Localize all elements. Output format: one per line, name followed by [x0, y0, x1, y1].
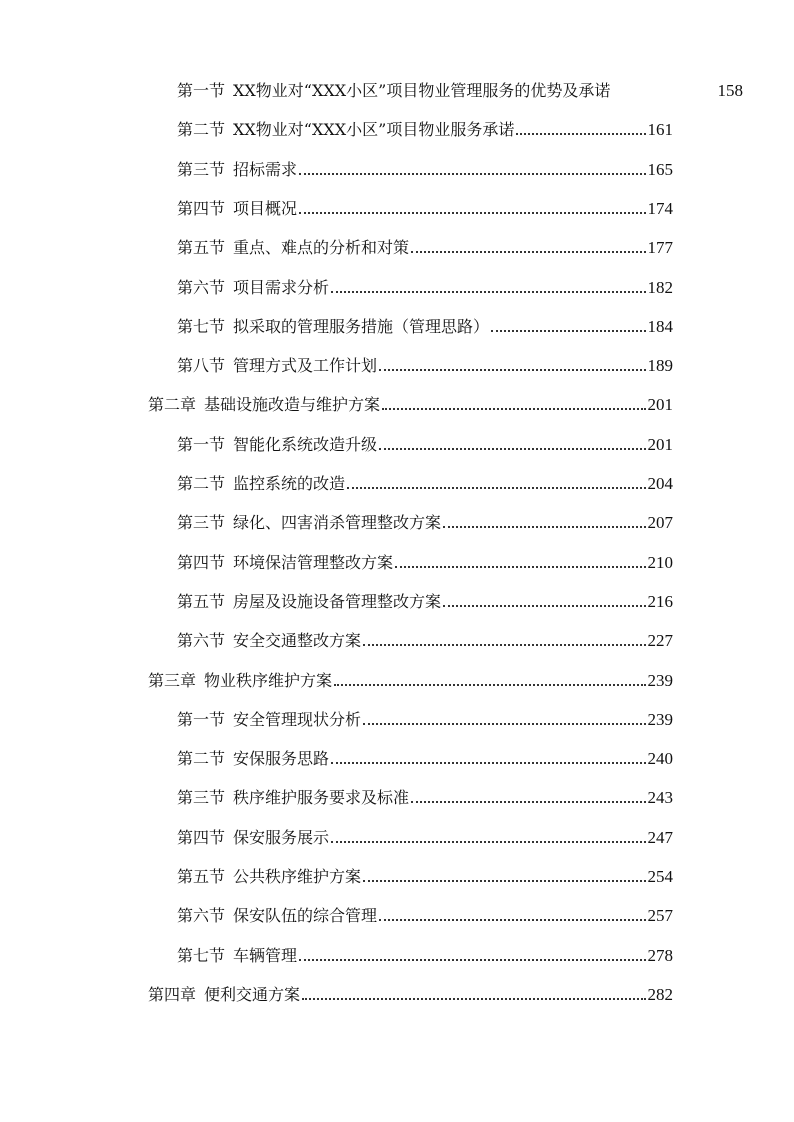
toc-section-entry[interactable] — [177, 588, 673, 612]
toc-entry-title: 项目概况 — [233, 198, 298, 218]
toc-entry-page: 189 — [647, 356, 673, 376]
toc-section-entry[interactable] — [177, 77, 743, 101]
toc-section-entry[interactable] — [177, 234, 673, 258]
toc-entry-number: 第一节 — [177, 81, 226, 100]
toc-entry-title: 公共秩序维护方案 — [233, 867, 362, 886]
toc-entry-title: 安全管理现状分析 — [233, 709, 362, 729]
toc-entry-page: 201 — [647, 395, 673, 415]
toc-entry-title: 物业秩序维护方案 — [204, 670, 333, 690]
toc-entry-number: 第三章 — [148, 670, 197, 690]
toc-entry-number: 第二章 — [148, 395, 197, 415]
toc-entry-page: 239 — [647, 670, 673, 690]
toc-entry-page: 207 — [647, 513, 673, 533]
toc-entry-number: 第二节 — [177, 474, 226, 493]
toc-entry-title: 房屋及设施设备管理整改方案 — [233, 591, 442, 611]
toc-entry-page: 174 — [647, 198, 673, 218]
toc-entry-page: 165 — [647, 159, 673, 179]
toc-section-entry[interactable] — [177, 627, 673, 651]
dot-leader — [334, 684, 645, 686]
toc-entry-page: 247 — [647, 827, 673, 847]
toc-entry-number: 第一节 — [177, 709, 226, 729]
toc-section-entry[interactable] — [177, 745, 673, 769]
dot-leader — [379, 919, 645, 921]
dot-leader — [363, 644, 645, 646]
toc-entry-number: 第四章 — [148, 984, 197, 1004]
toc-entry-page: 254 — [647, 867, 673, 886]
toc-entry-number: 第五节 — [177, 238, 226, 258]
toc-entry-title: 重点、难点的分析和对策 — [233, 238, 410, 258]
toc-entry-number: 第四节 — [177, 198, 226, 218]
toc-entry-number: 第三节 — [177, 159, 226, 179]
dot-leader — [299, 212, 645, 214]
toc-section-entry[interactable] — [177, 313, 673, 337]
toc-section-entry[interactable] — [177, 352, 673, 376]
toc-entry-title: XX物业对“XXX小区”项目物业管理服务的优势及承诺 — [233, 81, 611, 100]
dot-leader — [302, 998, 645, 1000]
toc-entry-number: 第六节 — [177, 277, 226, 297]
toc-section-entry[interactable] — [177, 902, 673, 926]
toc-entry-title: 拟采取的管理服务措施（管理思路） — [233, 316, 490, 336]
toc-section-entry[interactable] — [177, 942, 673, 966]
toc-entry-page: 282 — [647, 984, 673, 1004]
toc-section-entry[interactable] — [177, 784, 673, 808]
toc-entry-title: 安全交通整改方案 — [233, 631, 362, 651]
toc-entry-page: 184 — [647, 316, 673, 336]
dot-leader — [491, 330, 645, 332]
toc-entry-title: 绿化、四害消杀管理整改方案 — [233, 513, 442, 533]
toc-section-entry[interactable] — [177, 470, 673, 494]
toc-chapter-entry[interactable] — [148, 391, 673, 415]
toc-chapter-entry[interactable] — [148, 981, 673, 1005]
toc-section-entry[interactable] — [177, 195, 673, 219]
toc-entry-page: 216 — [647, 591, 673, 611]
toc-entry-page: 210 — [647, 552, 673, 572]
toc-entry-page: 239 — [647, 709, 673, 729]
toc-entry-number: 第三节 — [177, 788, 226, 808]
toc-entry-number: 第二节 — [177, 120, 226, 140]
toc-entry-page: 158 — [717, 81, 743, 100]
dot-leader — [411, 801, 645, 803]
toc-entry-number: 第五节 — [177, 591, 226, 611]
dot-leader — [299, 173, 645, 175]
dot-leader — [395, 566, 645, 568]
toc-section-entry[interactable] — [177, 431, 673, 455]
toc-entry-page: 182 — [647, 277, 673, 297]
toc-entry-number: 第四节 — [177, 827, 226, 847]
toc-entry-page: 257 — [647, 906, 673, 926]
toc-entry-page: 227 — [647, 631, 673, 651]
toc-entry-title: 基础设施改造与维护方案 — [204, 395, 381, 415]
dot-leader — [379, 369, 645, 371]
dot-leader — [299, 959, 645, 961]
toc-entry-number: 第六节 — [177, 631, 226, 651]
toc-entry-title: 管理方式及工作计划 — [233, 356, 378, 376]
toc-entry-title: 监控系统的改造 — [233, 474, 346, 493]
toc-section-entry[interactable] — [177, 156, 673, 180]
toc-section-entry[interactable] — [177, 549, 673, 573]
toc-entry-title: 安保服务思路 — [233, 749, 330, 769]
dot-leader — [331, 291, 645, 293]
dot-leader — [516, 133, 645, 135]
toc-entry-number: 第一节 — [177, 434, 226, 454]
toc-entry-number: 第七节 — [177, 945, 226, 965]
toc-chapter-entry[interactable] — [148, 667, 673, 691]
dot-leader — [443, 605, 645, 607]
dot-leader — [363, 723, 645, 725]
toc-entry-page: 161 — [647, 120, 673, 140]
dot-leader — [411, 251, 645, 253]
toc-entry-page: 243 — [647, 788, 673, 808]
toc-entry-page: 278 — [647, 945, 673, 965]
toc-entry-title: 保安服务展示 — [233, 827, 330, 847]
toc-entry-page: 201 — [647, 434, 673, 454]
toc-entry-number: 第四节 — [177, 552, 226, 572]
toc-entry-title: 便利交通方案 — [204, 984, 301, 1004]
toc-section-entry[interactable] — [177, 274, 673, 298]
dot-leader — [382, 408, 645, 410]
toc-entry-number: 第二节 — [177, 749, 226, 769]
toc-section-entry[interactable] — [177, 863, 673, 887]
toc-section-entry[interactable] — [177, 824, 673, 848]
toc-entry-title: 保安队伍的综合管理 — [233, 906, 378, 926]
toc-entry-number: 第六节 — [177, 906, 226, 926]
toc-section-entry[interactable] — [177, 509, 673, 533]
dot-leader — [379, 448, 645, 450]
toc-section-entry[interactable] — [177, 116, 673, 140]
toc-entry-page: 177 — [647, 238, 673, 258]
dot-leader — [347, 487, 645, 489]
toc-entry-title: 环境保洁管理整改方案 — [233, 552, 394, 572]
toc-entry-number: 第八节 — [177, 356, 226, 376]
toc-section-entry[interactable] — [177, 706, 673, 730]
toc-entry-title: 招标需求 — [233, 159, 298, 179]
toc-entry-title: 项目需求分析 — [233, 277, 330, 297]
toc-entry-title: 秩序维护服务要求及标准 — [233, 788, 410, 808]
dot-leader — [331, 762, 645, 764]
dot-leader — [443, 526, 645, 528]
dot-leader — [331, 841, 645, 843]
toc-entry-number: 第五节 — [177, 867, 226, 886]
toc-entry-title: 智能化系统改造升级 — [233, 434, 378, 454]
toc-entry-page: 240 — [647, 749, 673, 769]
toc-entry-number: 第七节 — [177, 316, 226, 336]
toc-entry-page: 204 — [647, 474, 673, 493]
toc-entry-title: XX物业对“XXX小区”项目物业服务承诺 — [233, 120, 515, 140]
toc-entry-title: 车辆管理 — [233, 945, 298, 965]
toc-entry-number: 第三节 — [177, 513, 226, 533]
dot-leader — [363, 880, 645, 882]
